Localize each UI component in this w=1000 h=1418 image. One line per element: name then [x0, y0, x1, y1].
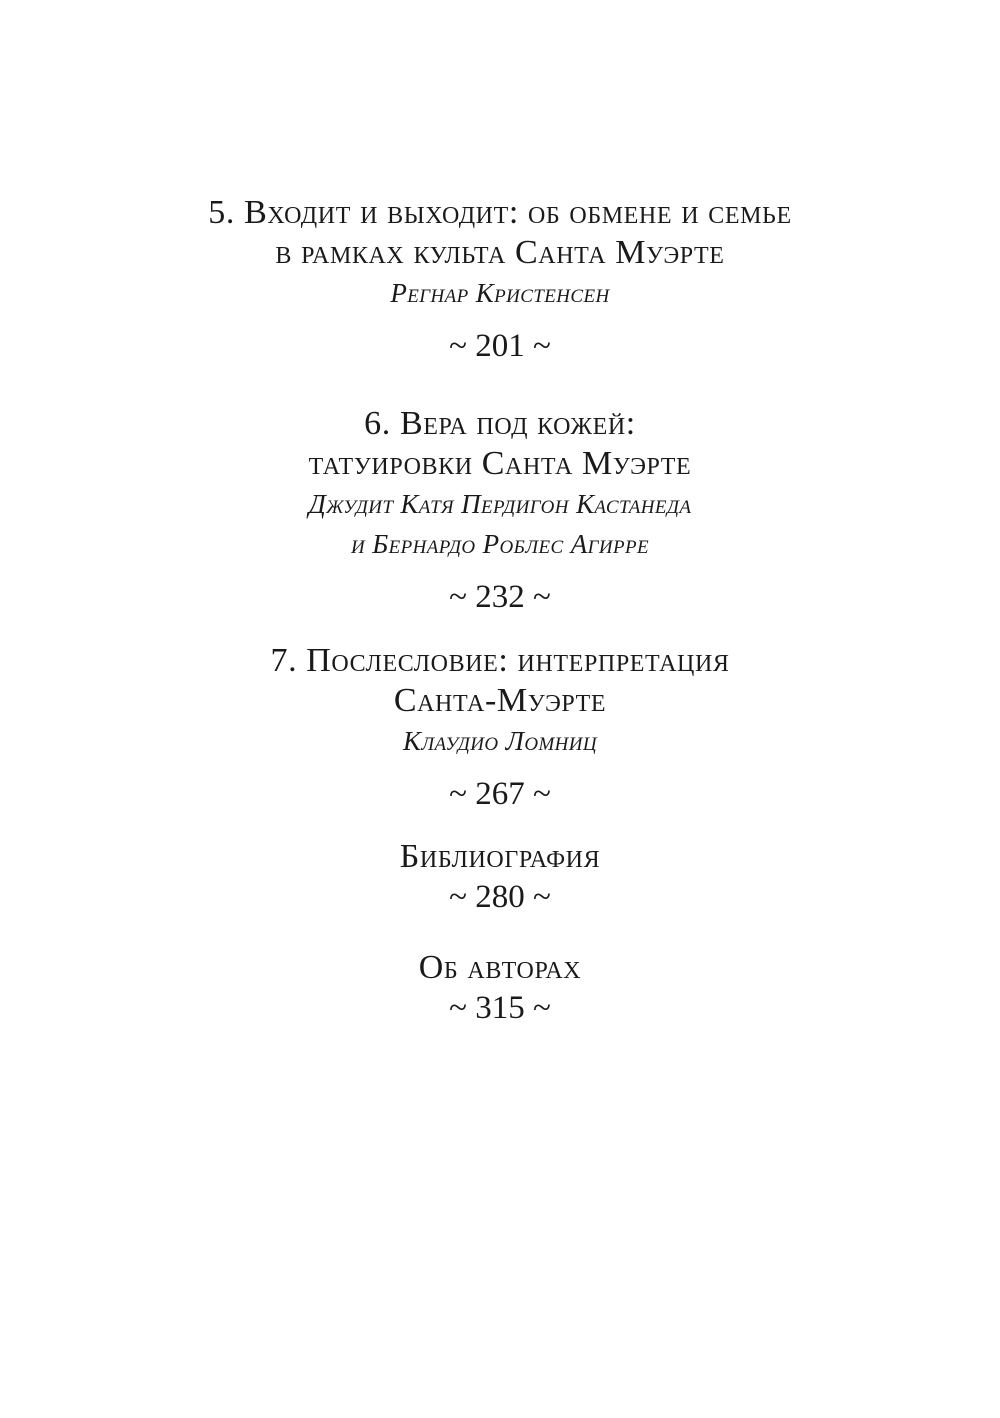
section-title: Библиография — [399, 838, 601, 875]
chapter-author: Клаудио Ломниц — [402, 726, 598, 756]
toc-entry-chapter-7 — [0, 641, 1000, 814]
chapter-title-line: 6. Вера под кожей: — [364, 405, 636, 442]
section-title: Об авторах — [418, 949, 582, 986]
toc-entry-about-authors — [0, 948, 1000, 1028]
chapter-title-line: в рамках культа Санта Муэрте — [275, 234, 725, 271]
chapter-title-line: татуировки Санта Муэрте — [308, 445, 692, 482]
chapter-title-line: Санта-Муэрте — [393, 682, 607, 719]
chapter-title-line: 7. Послесловие: интерпретация — [270, 642, 730, 679]
chapter-title-line: 5. Входит и выходит: об обмене и семье — [208, 194, 792, 231]
chapter-author: Джудит Катя Пердигон Кастанеда — [308, 489, 692, 519]
chapter-author: и Бернардо Роблес Агирре — [351, 529, 649, 559]
page-number: ~ 267 ~ — [449, 776, 551, 812]
page-number: ~ 232 ~ — [449, 579, 551, 615]
toc-entry-bibliography — [0, 837, 1000, 917]
page-number: ~ 280 ~ — [449, 879, 551, 915]
toc-entry-chapter-5 — [0, 193, 1000, 366]
chapter-author: Регнар Кристенсен — [390, 278, 610, 308]
page-number: ~ 315 ~ — [449, 990, 551, 1026]
page-number: ~ 201 ~ — [449, 328, 551, 364]
toc-entry-chapter-6 — [0, 404, 1000, 617]
